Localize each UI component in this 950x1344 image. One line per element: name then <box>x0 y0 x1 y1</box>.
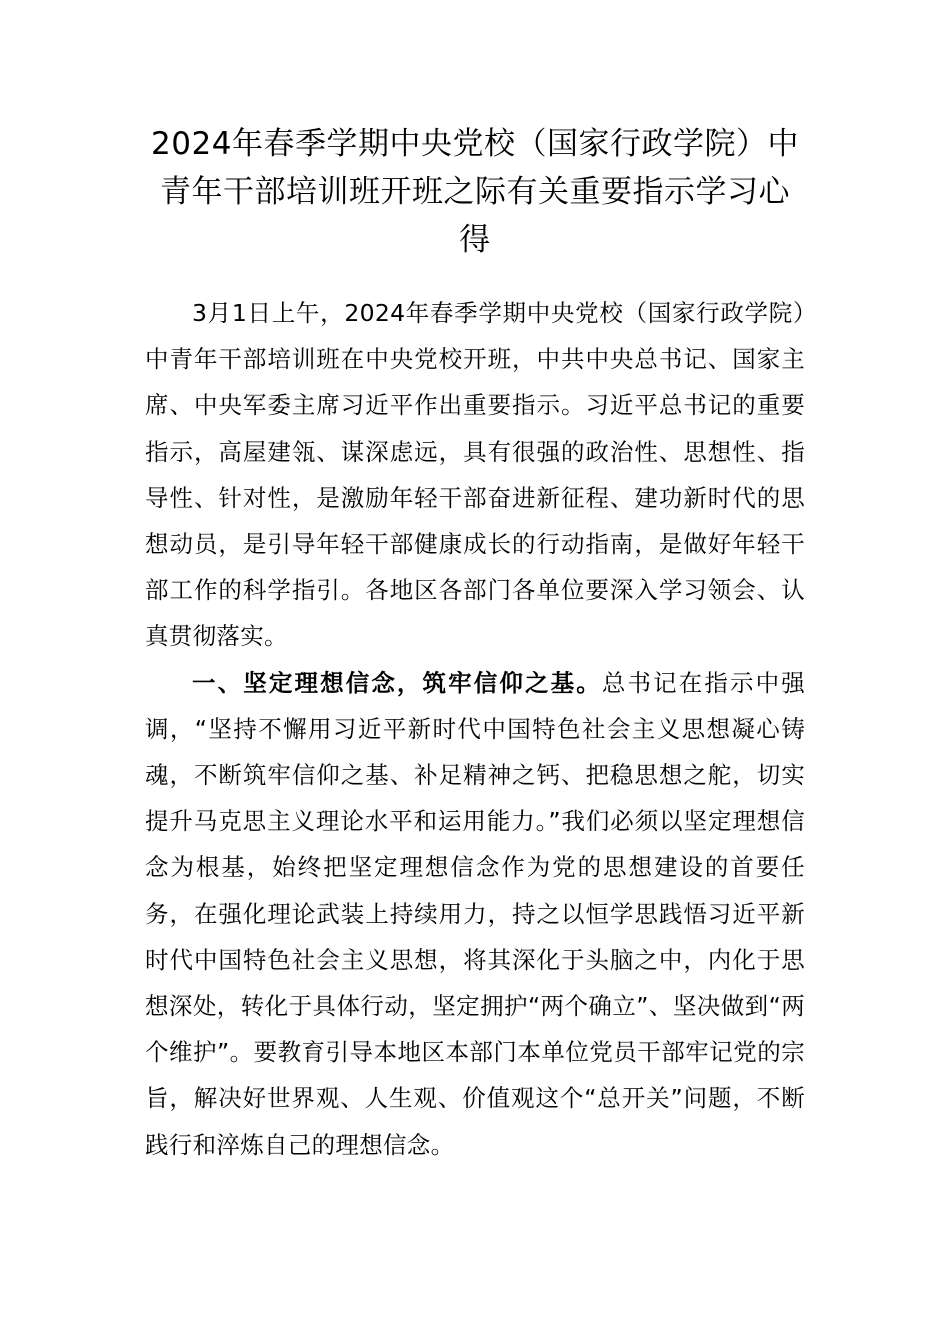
section-one-text: 总书记在指示中强调，“坚持不懈用习近平新时代中国特色社会主义思想凝心铸魂，不断筑牢信仰之基、补足精神之钙、把稳思想之舵，切实提升马克思主义理论水平和运用能力。”我们必须以坚定理想信念为根基，始终把坚定理想信念作为党的思想建设的首要任务，在强化理论武装上持续用力，持之以恒学思践悟习近平新时代中国特色社会主义思想，将其深化于头脑之中，内化于思想深处，转化于具体行动，坚定拥护“两个确立”、坚决做到“两个维护”。要教育引导本地区本部门本单位党员干部牢记党的宗旨，解决好世界观、人生观、价值观这个“总开关”问题，不断践行和淬炼自己的理想信念。 <box>145 668 805 1159</box>
document-title: 2024年春季学期中央党校（国家行政学院）中青年干部培训班开班之际有关重要指示学习心得 <box>151 126 799 258</box>
paragraph-intro <box>145 290 805 660</box>
paragraph-section-one <box>145 660 805 1168</box>
paragraph-intro-text: 3月1日上午，2024年春季学期中央党校（国家行政学院）中青年干部培训班在中央党校开班，中共中央总书记、国家主席、中央军委主席习近平作出重要指示。习近平总书记的重要指示，高屋建瓴、谋深虑远，具有很强的政治性、思想性、指导性、针对性，是激励年轻干部奋进新征程、建功新时代的思想动员，是引导年轻干部健康成长的行动指南，是做好年轻干部工作的科学指引。各地区各部门各单位要深入学习领会、认真贯彻落实。 <box>145 299 805 651</box>
document-body <box>145 290 805 1168</box>
section-one-heading: 一、坚定理想信念，筑牢信仰之基。 <box>192 668 602 697</box>
